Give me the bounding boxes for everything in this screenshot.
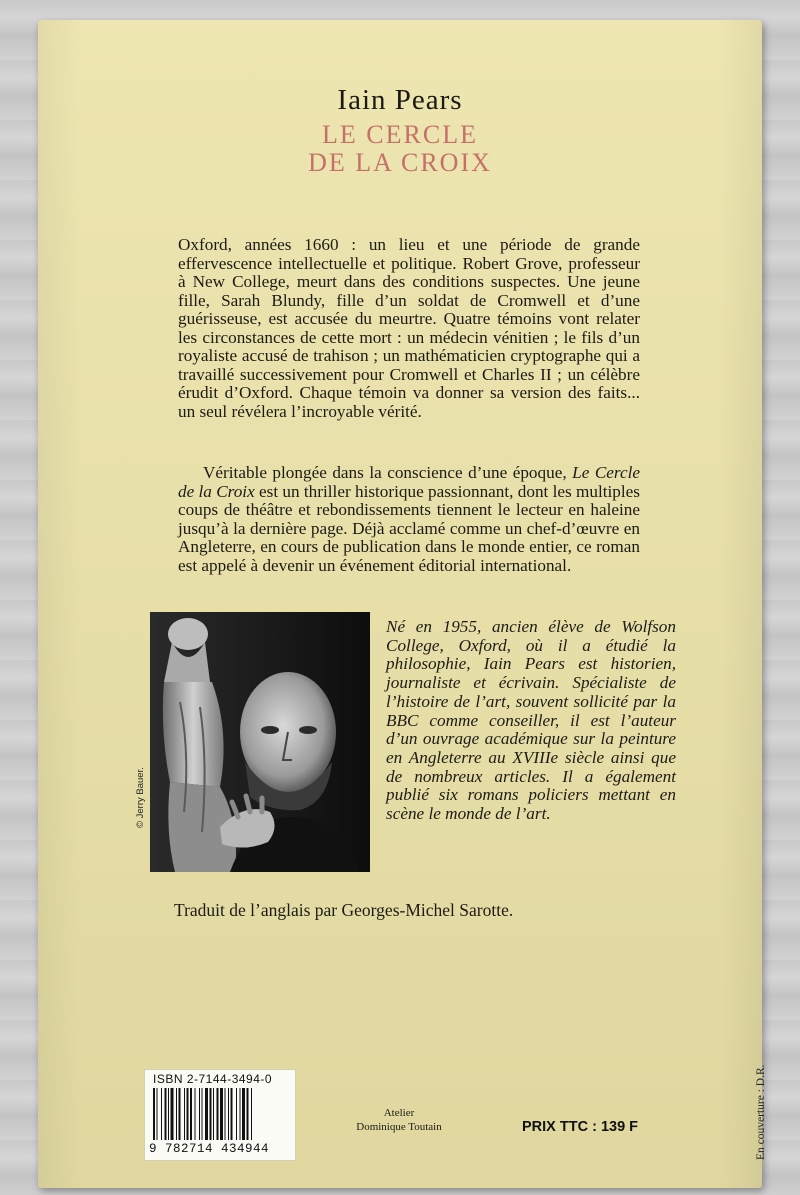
- barcode: [144, 1069, 296, 1161]
- author-name: Iain Pears: [337, 84, 463, 116]
- praise-paragraph: [178, 464, 640, 575]
- price-label: PRIX TTC : 139 F: [522, 1119, 639, 1135]
- praise-text-start: Véritable plongée dans la conscience d’une époque,: [203, 463, 573, 482]
- praise-book-title: Le Cercle de la Croix: [178, 463, 640, 501]
- publisher-line-2: Dominique Toutain: [356, 1121, 442, 1133]
- cover-credit-text: En couverture : D.R.: [755, 1064, 767, 1160]
- book-back-cover: [38, 20, 767, 1188]
- isbn-label: ISBN 2-7144-3494-0: [153, 1072, 273, 1086]
- summary-paragraph: Oxford, années 1660 : un lieu et une période de grande effervescence intellectuelle et politique. Robert Grove, professeur à New College, meurt dans des conditions suspectes. Une jeune fille, Sarah Blundy, fille d’un soldat de Cromwell et d’une guérisseuse, est accusée du meurtre. Quatre témoins vont relater les circonstances de cette mort : un médecin vénitien ; le fils d’un royaliste accusé de trahison ; un mathématicien cryptographe qui a travaillé successivement pour Cromwell et Charles II ; un célèbre érudit d’Oxford. Chaque témoin va donner sa version des faits... un seul révélera l’incroyable vérité.: [178, 235, 640, 421]
- book-title-line-2: DE LA CROIX: [308, 148, 492, 177]
- publisher-line-1: Atelier: [383, 1107, 415, 1119]
- barcode-bars: [151, 1088, 289, 1142]
- author-photo: [150, 612, 370, 872]
- book-title-line-1: LE CERCLE: [322, 120, 478, 149]
- cover-credit-vertical: [755, 1020, 769, 1160]
- ean-number: 9 782714 434944: [149, 1142, 270, 1156]
- praise-text-end: est un thriller historique passionnant, dont les multiples coups de théâtre et rebondissements tiennent le lecteur en haleine jusqu’à la dernière page. Déjà acclamé comme un chef-d’œuvre en Angleterre, en cours de publication dans le monde entier, ce roman est appelé à devenir un événement éditorial international.: [178, 481, 640, 575]
- publisher-logo: [334, 1106, 464, 1134]
- author-photo-illustration: [150, 612, 370, 872]
- photo-credit: © Jerry Bauer.: [135, 767, 146, 828]
- author-biography: Né en 1955, ancien élève de Wolfson College, Oxford, où il a étudié la philosophie, Iain Pears est historien, journaliste et écrivain. Spécialiste de l’histoire de l’art, souvent sollicité par la BBC comme conseiller, il est l’auteur d’un ouvrage académique sur la peinture en Angleterre au XVIIIe siècle ainsi que de nombreux articles. Il a également publié six romans policiers mettant en scène le monde de l’art.: [386, 617, 676, 824]
- translator-credit: Traduit de l’anglais par Georges-Michel Sarotte.: [174, 900, 514, 920]
